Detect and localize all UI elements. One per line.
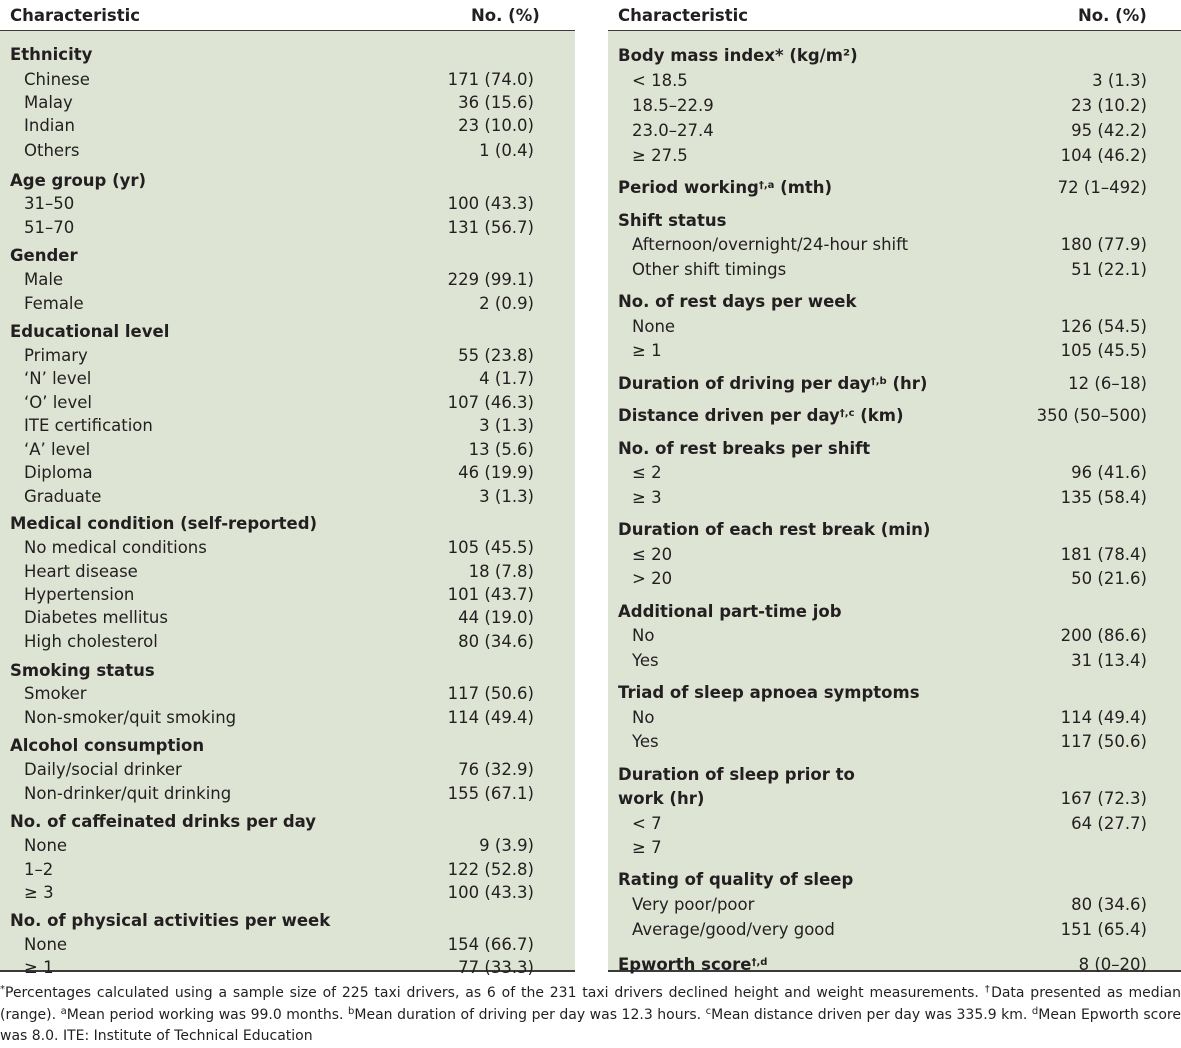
label-text: Hypertension bbox=[24, 585, 135, 604]
table-row bbox=[0, 784, 575, 808]
table-row bbox=[0, 632, 575, 656]
row-label bbox=[24, 784, 231, 803]
row-label bbox=[632, 626, 654, 645]
row-value: 181 (78.4) bbox=[1060, 545, 1147, 564]
table-row bbox=[608, 463, 1181, 487]
row-label bbox=[24, 708, 236, 727]
label-text: Average/good/very good bbox=[632, 920, 835, 939]
row-value: 55 (23.8) bbox=[458, 346, 534, 365]
row-value: 4 (1.7) bbox=[479, 369, 534, 388]
row-value: 8 (0–20) bbox=[1078, 955, 1147, 974]
footnote-mark: b bbox=[348, 1005, 355, 1017]
label-text: No. of rest days per week bbox=[618, 292, 857, 311]
row-label bbox=[632, 121, 714, 140]
table-row bbox=[0, 860, 575, 884]
group-label bbox=[618, 292, 856, 311]
label-unit: (km) bbox=[854, 406, 904, 425]
row-label bbox=[632, 545, 672, 564]
table-row bbox=[608, 121, 1181, 145]
footnote-marker: †,c bbox=[839, 408, 855, 419]
group-header-row bbox=[608, 520, 1181, 544]
row-value: 131 (56.7) bbox=[447, 218, 534, 237]
row-value: 77 (33.3) bbox=[458, 958, 534, 977]
group-header-row bbox=[0, 322, 575, 346]
row-label bbox=[632, 920, 835, 939]
group-label bbox=[10, 514, 317, 533]
label-text: Duration of each rest break (min) bbox=[618, 520, 931, 539]
row-value: 2 (0.9) bbox=[479, 294, 534, 313]
group-header-row bbox=[608, 211, 1181, 235]
row-value: 350 (50–500) bbox=[1036, 406, 1147, 425]
label-text: Smoking status bbox=[10, 661, 155, 680]
table-footnote bbox=[0, 983, 1181, 1048]
row-value: 100 (43.3) bbox=[447, 194, 534, 213]
group-label bbox=[10, 246, 78, 265]
table-row bbox=[0, 440, 575, 464]
group-label bbox=[618, 406, 904, 425]
row-label bbox=[24, 369, 91, 388]
row-value: 3 (1.3) bbox=[479, 416, 534, 435]
label-text: Graduate bbox=[24, 487, 102, 506]
table-row bbox=[608, 708, 1181, 732]
group-header-row bbox=[608, 406, 1181, 430]
table-row bbox=[0, 958, 575, 982]
footnote-text: Mean distance driven per day was 335.9 km. bbox=[711, 1006, 1032, 1023]
table-row bbox=[0, 463, 575, 487]
label-text: Smoker bbox=[24, 684, 87, 703]
label-text: Epworth score bbox=[618, 955, 752, 974]
row-label bbox=[632, 146, 688, 165]
table-row bbox=[0, 883, 575, 907]
label-text: Yes bbox=[632, 732, 659, 751]
label-text: Distance driven per day bbox=[618, 406, 840, 425]
label-text: ≥ 27.5 bbox=[632, 146, 688, 165]
table-row bbox=[0, 760, 575, 784]
row-label bbox=[632, 732, 659, 751]
group-header-row bbox=[0, 171, 575, 195]
row-value: 9 (3.9) bbox=[479, 836, 534, 855]
row-label bbox=[632, 71, 688, 90]
label-text: work (hr) bbox=[618, 789, 705, 808]
label-text: 31–50 bbox=[24, 194, 75, 213]
label-text: Heart disease bbox=[24, 562, 138, 581]
row-value: 46 (19.9) bbox=[458, 463, 534, 482]
row-label bbox=[632, 708, 654, 727]
row-label bbox=[24, 935, 67, 954]
row-value: 100 (43.3) bbox=[447, 883, 534, 902]
label-text: Daily/social drinker bbox=[24, 760, 182, 779]
table-row bbox=[0, 294, 575, 318]
table-row bbox=[0, 538, 575, 562]
row-value: 64 (27.7) bbox=[1071, 814, 1147, 833]
row-value: 31 (13.4) bbox=[1071, 651, 1147, 670]
label-text: 18.5–22.9 bbox=[632, 96, 714, 115]
group-label bbox=[618, 439, 870, 458]
group-label bbox=[10, 812, 316, 831]
table-row bbox=[608, 71, 1181, 95]
row-label bbox=[632, 651, 659, 670]
row-label bbox=[632, 260, 786, 279]
label-text: No. of rest breaks per shift bbox=[618, 439, 871, 458]
row-value: 23 (10.0) bbox=[458, 116, 534, 135]
table-row bbox=[0, 708, 575, 732]
row-value: 114 (49.4) bbox=[1060, 708, 1147, 727]
footnote-text: Mean duration of driving per day was 12.3 hours. bbox=[354, 1006, 706, 1023]
group-header-row bbox=[608, 439, 1181, 463]
table-header bbox=[608, 0, 1181, 31]
row-value: 151 (65.4) bbox=[1060, 920, 1147, 939]
footnote-mark: a bbox=[60, 1005, 67, 1017]
footnote-text: Mean Epworth score was 8.0. ITE: Institute of Technical Education bbox=[0, 1006, 1181, 1044]
table-row bbox=[0, 608, 575, 632]
group-header-row bbox=[608, 765, 1181, 789]
row-label bbox=[632, 895, 754, 914]
label-text: Shift status bbox=[618, 211, 727, 230]
label-text: Ethnicity bbox=[10, 45, 93, 64]
label-text: Triad of sleep apnoea symptoms bbox=[618, 683, 920, 702]
row-label bbox=[24, 218, 74, 237]
row-value: 72 (1–492) bbox=[1057, 178, 1147, 197]
row-label bbox=[24, 70, 90, 89]
table-row bbox=[608, 96, 1181, 120]
row-label bbox=[24, 440, 90, 459]
row-label bbox=[24, 463, 93, 482]
row-label bbox=[24, 416, 153, 435]
label-unit: (mth) bbox=[774, 178, 833, 197]
row-value: 126 (54.5) bbox=[1060, 317, 1147, 336]
table-row bbox=[608, 146, 1181, 170]
row-label bbox=[632, 96, 714, 115]
group-label bbox=[10, 661, 155, 680]
group-label bbox=[618, 602, 842, 621]
label-text: No bbox=[632, 626, 655, 645]
row-value: 180 (77.9) bbox=[1060, 235, 1147, 254]
label-text: Period working bbox=[618, 178, 759, 197]
label-text: Non-drinker/quit drinking bbox=[24, 784, 232, 803]
table-row bbox=[608, 545, 1181, 569]
table-row bbox=[608, 814, 1181, 838]
row-label bbox=[24, 760, 182, 779]
table-row bbox=[0, 346, 575, 370]
row-value: 1 (0.4) bbox=[479, 141, 534, 160]
row-value: 95 (42.2) bbox=[1071, 121, 1147, 140]
label-text: < 18.5 bbox=[632, 71, 688, 90]
table-row bbox=[0, 93, 575, 117]
label-text: High cholesterol bbox=[24, 632, 158, 651]
label-text: Other shift timings bbox=[632, 260, 787, 279]
footnote-marker: †,a bbox=[758, 180, 775, 191]
label-text: < 7 bbox=[632, 814, 662, 833]
table-row bbox=[0, 487, 575, 511]
group-header-row bbox=[608, 292, 1181, 316]
row-label bbox=[632, 814, 662, 833]
group-label bbox=[618, 870, 853, 889]
table-row bbox=[608, 317, 1181, 341]
row-value: 155 (67.1) bbox=[447, 784, 534, 803]
label-text: ≥ 3 bbox=[24, 883, 54, 902]
row-value: 36 (15.6) bbox=[458, 93, 534, 112]
label-text: Yes bbox=[632, 651, 659, 670]
table-row bbox=[0, 836, 575, 860]
table-row bbox=[608, 341, 1181, 365]
row-label bbox=[24, 538, 207, 557]
row-label bbox=[24, 585, 134, 604]
row-value: 122 (52.8) bbox=[447, 860, 534, 879]
label-text: Educational level bbox=[10, 322, 170, 341]
label-text: Female bbox=[24, 294, 84, 313]
label-text: None bbox=[24, 836, 68, 855]
label-text: Diabetes mellitus bbox=[24, 608, 168, 627]
group-header-row bbox=[0, 661, 575, 685]
group-label bbox=[618, 46, 858, 65]
group-label bbox=[10, 322, 169, 341]
row-value: 13 (5.6) bbox=[468, 440, 534, 459]
row-value: 135 (58.4) bbox=[1060, 488, 1147, 507]
row-value: 171 (74.0) bbox=[447, 70, 534, 89]
label-text: > 20 bbox=[632, 569, 673, 588]
label-text: Medical condition (self-reported) bbox=[10, 514, 318, 533]
header-no-pct: No. (%) bbox=[471, 6, 540, 25]
label-text: ≤ 2 bbox=[632, 463, 662, 482]
row-label bbox=[24, 562, 138, 581]
row-label bbox=[24, 393, 92, 412]
row-label bbox=[24, 860, 53, 879]
label-text: Alcohol consumption bbox=[10, 736, 205, 755]
label-text: Additional part-time job bbox=[618, 602, 842, 621]
label-text: ≥ 7 bbox=[632, 838, 662, 857]
label-text: Gender bbox=[10, 246, 78, 265]
row-label bbox=[24, 608, 168, 627]
row-label bbox=[632, 838, 662, 857]
row-label bbox=[24, 632, 158, 651]
label-text: 23.0–27.4 bbox=[632, 121, 714, 140]
footnote-mark: c bbox=[705, 1005, 712, 1017]
table-row bbox=[608, 895, 1181, 919]
row-label bbox=[632, 317, 675, 336]
table-row bbox=[608, 920, 1181, 944]
label-text: Very poor/poor bbox=[632, 895, 755, 914]
label-text: Primary bbox=[24, 346, 88, 365]
row-label bbox=[632, 569, 672, 588]
group-header-row bbox=[0, 812, 575, 836]
table-row bbox=[0, 562, 575, 586]
row-value: 18 (7.8) bbox=[468, 562, 534, 581]
group-label bbox=[618, 789, 704, 808]
table-row bbox=[608, 626, 1181, 650]
group-label bbox=[618, 765, 855, 784]
row-value: 3 (1.3) bbox=[479, 487, 534, 506]
row-value: 154 (66.7) bbox=[447, 935, 534, 954]
label-text: Indian bbox=[24, 116, 75, 135]
table-row bbox=[0, 393, 575, 417]
row-label bbox=[24, 487, 101, 506]
table-row bbox=[0, 684, 575, 708]
label-text: No. of physical activities per week bbox=[10, 911, 331, 930]
footnote-marker: †,b bbox=[870, 376, 887, 387]
row-value: 44 (19.0) bbox=[458, 608, 534, 627]
row-value: 76 (32.9) bbox=[458, 760, 534, 779]
row-value: 105 (45.5) bbox=[447, 538, 534, 557]
row-label bbox=[24, 116, 75, 135]
row-label bbox=[24, 346, 88, 365]
row-value: 101 (43.7) bbox=[447, 585, 534, 604]
footnote-text: Percentages calculated using a sample size of 225 taxi drivers, as 6 of the 231 taxi drivers declined height and weight measurements. bbox=[5, 985, 985, 1001]
group-header-row bbox=[0, 246, 575, 270]
group-header-row bbox=[0, 514, 575, 538]
row-label bbox=[24, 883, 54, 902]
row-value: 104 (46.2) bbox=[1060, 146, 1147, 165]
group-label bbox=[10, 736, 204, 755]
row-label bbox=[24, 958, 54, 977]
row-value: 3 (1.3) bbox=[1092, 71, 1147, 90]
group-header-row bbox=[608, 46, 1181, 70]
group-header-row bbox=[0, 911, 575, 935]
table-row bbox=[0, 585, 575, 609]
table-row bbox=[608, 838, 1181, 862]
row-label bbox=[24, 93, 73, 112]
table-row bbox=[608, 732, 1181, 756]
row-label bbox=[24, 270, 63, 289]
table-header bbox=[0, 0, 575, 31]
row-value: 117 (50.6) bbox=[447, 684, 534, 703]
footnote-mark: d bbox=[1031, 1005, 1039, 1017]
row-value: 229 (99.1) bbox=[447, 270, 534, 289]
table-row bbox=[608, 569, 1181, 593]
row-value: 200 (86.6) bbox=[1060, 626, 1147, 645]
row-value: 114 (49.4) bbox=[447, 708, 534, 727]
group-label bbox=[618, 955, 767, 974]
row-label bbox=[24, 836, 67, 855]
label-text: None bbox=[24, 935, 68, 954]
row-label bbox=[24, 141, 79, 160]
label-text: Body mass index* (kg/m²) bbox=[618, 46, 858, 65]
label-text: ‘O’ level bbox=[24, 393, 92, 412]
label-text: Others bbox=[24, 141, 80, 160]
row-value: 23 (10.2) bbox=[1071, 96, 1147, 115]
label-unit: (hr) bbox=[886, 374, 928, 393]
table-row bbox=[0, 194, 575, 218]
label-text: Rating of quality of sleep bbox=[618, 870, 854, 889]
label-text: No medical conditions bbox=[24, 538, 207, 557]
group-label bbox=[10, 911, 330, 930]
table-row bbox=[608, 488, 1181, 512]
label-text: No. of caffeinated drinks per day bbox=[10, 812, 317, 831]
label-text: ≥ 1 bbox=[24, 958, 54, 977]
header-no-pct: No. (%) bbox=[1078, 6, 1147, 25]
row-value: 107 (46.3) bbox=[447, 393, 534, 412]
group-label bbox=[618, 683, 920, 702]
table-row bbox=[0, 369, 575, 393]
label-text: Malay bbox=[24, 93, 73, 112]
footnote-marker: †,d bbox=[751, 957, 768, 968]
group-header-row bbox=[608, 789, 1181, 813]
row-value: 80 (34.6) bbox=[458, 632, 534, 651]
label-text: 1–2 bbox=[24, 860, 54, 879]
row-value: 96 (41.6) bbox=[1071, 463, 1147, 482]
row-label bbox=[24, 294, 84, 313]
row-label bbox=[632, 235, 908, 254]
table-row bbox=[0, 141, 575, 165]
group-header-row bbox=[608, 374, 1181, 398]
label-text: Age group (yr) bbox=[10, 171, 147, 190]
group-label bbox=[618, 374, 927, 393]
label-text: Non-smoker/quit smoking bbox=[24, 708, 237, 727]
label-text: Chinese bbox=[24, 70, 90, 89]
group-label bbox=[618, 178, 832, 197]
table-row bbox=[0, 416, 575, 440]
label-text: ITE certification bbox=[24, 416, 153, 435]
group-header-row bbox=[608, 178, 1181, 202]
group-label bbox=[10, 171, 146, 190]
group-header-row bbox=[608, 870, 1181, 894]
row-value: 50 (21.6) bbox=[1071, 569, 1147, 588]
group-label bbox=[10, 45, 92, 64]
label-text: None bbox=[632, 317, 676, 336]
table-row bbox=[0, 270, 575, 294]
table-row bbox=[608, 651, 1181, 675]
table-row bbox=[608, 235, 1181, 259]
row-label bbox=[632, 463, 662, 482]
row-label bbox=[632, 341, 662, 360]
group-label bbox=[618, 211, 726, 230]
label-text: 51–70 bbox=[24, 218, 75, 237]
row-value: 167 (72.3) bbox=[1060, 789, 1147, 808]
table-row bbox=[0, 116, 575, 140]
footnote-text: Mean period working was 99.0 months. bbox=[66, 1006, 349, 1023]
label-text: Duration of driving per day bbox=[618, 374, 871, 393]
label-text: ≥ 1 bbox=[632, 341, 662, 360]
table-row bbox=[0, 218, 575, 242]
label-text: ‘N’ level bbox=[24, 369, 92, 388]
group-header-row bbox=[608, 955, 1181, 979]
row-value: 105 (45.5) bbox=[1060, 341, 1147, 360]
footnote-mark: * bbox=[0, 984, 5, 995]
row-value: 12 (6–18) bbox=[1068, 374, 1147, 393]
label-text: ≤ 20 bbox=[632, 545, 673, 564]
footnote-mark: † bbox=[984, 984, 992, 995]
label-text: Diploma bbox=[24, 463, 93, 482]
group-header-row bbox=[0, 736, 575, 760]
group-label bbox=[618, 520, 930, 539]
label-text: Afternoon/overnight/24-hour shift bbox=[632, 235, 909, 254]
table-row bbox=[608, 260, 1181, 284]
row-value: 117 (50.6) bbox=[1060, 732, 1147, 751]
group-header-row bbox=[608, 683, 1181, 707]
row-label bbox=[24, 194, 74, 213]
footnote-text: Data presented as median (range). bbox=[0, 985, 1181, 1023]
group-header-row bbox=[608, 602, 1181, 626]
label-text: Male bbox=[24, 270, 64, 289]
group-header-row bbox=[0, 45, 575, 69]
table-row bbox=[0, 935, 575, 959]
table-row bbox=[0, 70, 575, 94]
label-text: Duration of sleep prior to bbox=[618, 765, 855, 784]
label-text: No bbox=[632, 708, 655, 727]
row-label bbox=[24, 684, 87, 703]
header-characteristic: Characteristic bbox=[10, 6, 141, 25]
row-value: 80 (34.6) bbox=[1071, 895, 1147, 914]
row-value: 51 (22.1) bbox=[1071, 260, 1147, 279]
label-text: ≥ 3 bbox=[632, 488, 662, 507]
row-label bbox=[632, 488, 662, 507]
label-text: ‘A’ level bbox=[24, 440, 91, 459]
header-characteristic: Characteristic bbox=[618, 6, 749, 25]
